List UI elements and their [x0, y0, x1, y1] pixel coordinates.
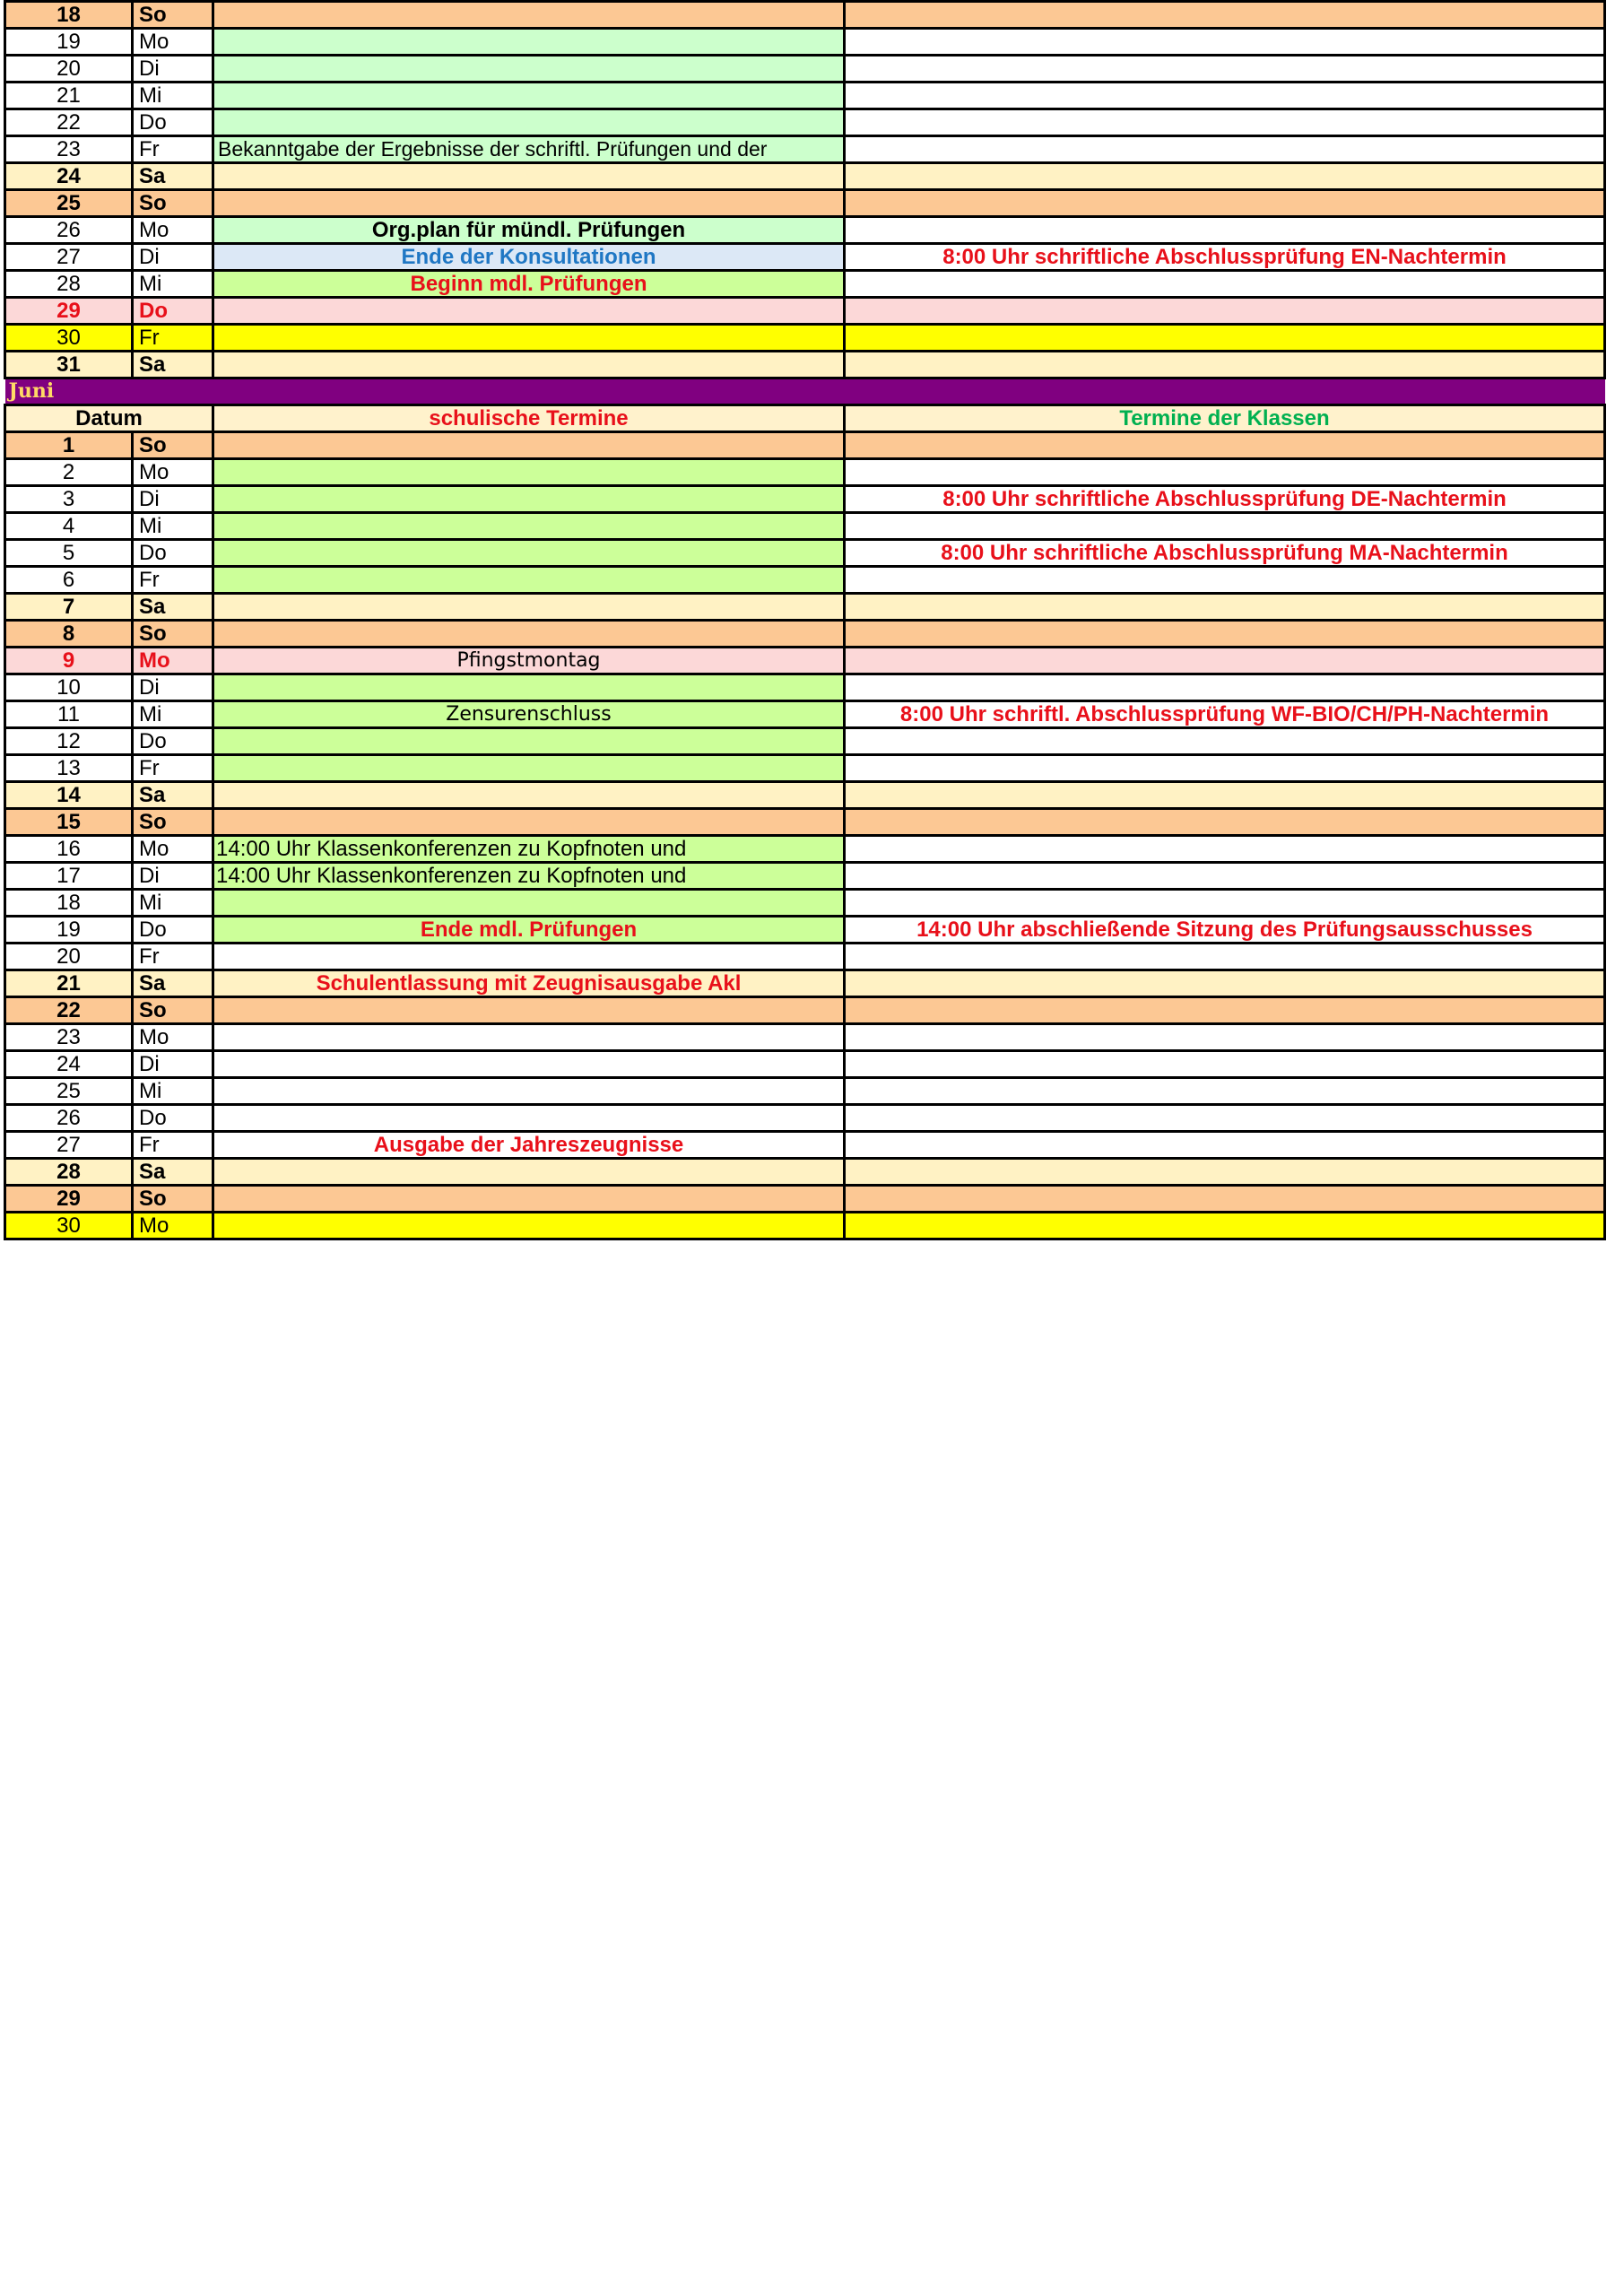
weekday-cell: So: [133, 997, 213, 1024]
class-event-cell: [845, 863, 1605, 890]
weekday-cell: Mi: [133, 890, 213, 917]
class-event-cell: [845, 997, 1605, 1024]
school-event-cell: [213, 109, 845, 136]
weekday-cell: So: [133, 2, 213, 29]
day-cell: 29: [5, 298, 133, 325]
day-cell: 20: [5, 56, 133, 83]
day-cell: 15: [5, 809, 133, 836]
school-event-cell: Org.plan für mündl. Prüfungen: [213, 217, 845, 244]
class-event-cell: 8:00 Uhr schriftliche Abschlussprüfung EN-Nachtermin: [845, 244, 1605, 271]
weekday-cell: Di: [133, 56, 213, 83]
weekday-cell: Sa: [133, 594, 213, 621]
class-event-cell: [845, 83, 1605, 109]
day-cell: 24: [5, 1051, 133, 1078]
day-cell: 2: [5, 459, 133, 486]
table-row: [5, 917, 1605, 944]
table-row: [5, 863, 1605, 890]
class-event-cell: [845, 271, 1605, 298]
day-cell: 4: [5, 513, 133, 540]
class-event-cell: [845, 513, 1605, 540]
table-row: [5, 109, 1605, 136]
table-row: [5, 728, 1605, 755]
table-row: [5, 244, 1605, 271]
class-event-cell: [845, 325, 1605, 352]
day-cell: 12: [5, 728, 133, 755]
school-event-cell: [213, 755, 845, 782]
weekday-cell: Sa: [133, 782, 213, 809]
class-event-cell: [845, 1186, 1605, 1213]
day-cell: 13: [5, 755, 133, 782]
day-cell: 27: [5, 244, 133, 271]
weekday-cell: Do: [133, 109, 213, 136]
class-event-cell: [845, 109, 1605, 136]
table-row: [5, 621, 1605, 648]
day-cell: 28: [5, 1159, 133, 1186]
class-event-cell: [845, 567, 1605, 594]
day-cell: 30: [5, 1213, 133, 1239]
day-cell: 23: [5, 136, 133, 163]
weekday-cell: Fr: [133, 944, 213, 970]
school-event-cell: Bekanntgabe der Ergebnisse der schriftl. Prüfungen und der: [213, 136, 845, 163]
weekday-cell: Mi: [133, 271, 213, 298]
header-school-events: schulische Termine: [213, 405, 845, 432]
class-event-cell: [845, 432, 1605, 459]
class-event-cell: [845, 2, 1605, 29]
table-row: [5, 217, 1605, 244]
table-row: [5, 809, 1605, 836]
table-row: [5, 944, 1605, 970]
table-row: [5, 459, 1605, 486]
class-event-cell: [845, 217, 1605, 244]
class-event-cell: [845, 648, 1605, 674]
day-cell: 7: [5, 594, 133, 621]
school-event-cell: 14:00 Uhr Klassenkonferenzen zu Kopfnoten und: [213, 836, 845, 863]
class-event-cell: [845, 56, 1605, 83]
table-row: [5, 890, 1605, 917]
weekday-cell: Do: [133, 917, 213, 944]
school-event-cell: [213, 325, 845, 352]
weekday-cell: Di: [133, 863, 213, 890]
table-row: [5, 486, 1605, 513]
table-row: [5, 648, 1605, 674]
class-event-cell: [845, 163, 1605, 190]
day-cell: 17: [5, 863, 133, 890]
day-cell: 6: [5, 567, 133, 594]
day-cell: 25: [5, 190, 133, 217]
school-event-cell: Zensurenschluss: [213, 701, 845, 728]
day-cell: 28: [5, 271, 133, 298]
school-event-cell: Ausgabe der Jahreszeugnisse: [213, 1132, 845, 1159]
day-cell: 10: [5, 674, 133, 701]
month-banner: [5, 378, 1605, 405]
weekday-cell: Do: [133, 540, 213, 567]
school-event-cell: 14:00 Uhr Klassenkonferenzen zu Kopfnoten und: [213, 863, 845, 890]
table-row: [5, 1078, 1605, 1105]
school-event-cell: [213, 1213, 845, 1239]
day-cell: 24: [5, 163, 133, 190]
table-row: [5, 271, 1605, 298]
table-row: [5, 163, 1605, 190]
calendar-table: [4, 0, 1606, 1240]
weekday-cell: Mi: [133, 83, 213, 109]
column-header-row: [5, 405, 1605, 432]
weekday-cell: Mo: [133, 836, 213, 863]
day-cell: 23: [5, 1024, 133, 1051]
school-event-cell: [213, 1186, 845, 1213]
table-row: [5, 755, 1605, 782]
school-event-cell: [213, 1078, 845, 1105]
weekday-cell: Mi: [133, 513, 213, 540]
weekday-cell: Mo: [133, 648, 213, 674]
class-event-cell: [845, 809, 1605, 836]
day-cell: 3: [5, 486, 133, 513]
class-event-cell: [845, 1213, 1605, 1239]
day-cell: 21: [5, 83, 133, 109]
weekday-cell: Do: [133, 728, 213, 755]
class-event-cell: [845, 890, 1605, 917]
day-cell: 30: [5, 325, 133, 352]
weekday-cell: Fr: [133, 136, 213, 163]
table-row: [5, 83, 1605, 109]
school-event-cell: [213, 782, 845, 809]
class-event-cell: [845, 1159, 1605, 1186]
weekday-cell: So: [133, 809, 213, 836]
weekday-cell: Mo: [133, 29, 213, 56]
weekday-cell: Fr: [133, 567, 213, 594]
day-cell: 31: [5, 352, 133, 378]
weekday-cell: Sa: [133, 352, 213, 378]
weekday-cell: Di: [133, 674, 213, 701]
table-row: [5, 1186, 1605, 1213]
school-event-cell: [213, 2, 845, 29]
school-event-cell: Schulentlassung mit Zeugnisausgabe Akl: [213, 970, 845, 997]
school-event-cell: Ende der Konsultationen: [213, 244, 845, 271]
header-class-events: Termine der Klassen: [845, 405, 1605, 432]
school-event-cell: [213, 352, 845, 378]
weekday-cell: Di: [133, 486, 213, 513]
class-event-cell: [845, 1105, 1605, 1132]
class-event-cell: [845, 755, 1605, 782]
day-cell: 22: [5, 109, 133, 136]
table-row: [5, 1159, 1605, 1186]
day-cell: 8: [5, 621, 133, 648]
table-row: [5, 1051, 1605, 1078]
day-cell: 14: [5, 782, 133, 809]
weekday-cell: Fr: [133, 1132, 213, 1159]
day-cell: 22: [5, 997, 133, 1024]
table-row: [5, 1132, 1605, 1159]
month-label: Juni: [5, 378, 1605, 405]
school-event-cell: Pfingstmontag: [213, 648, 845, 674]
school-event-cell: [213, 486, 845, 513]
weekday-cell: Fr: [133, 755, 213, 782]
school-event-cell: [213, 1051, 845, 1078]
school-event-cell: [213, 567, 845, 594]
school-event-cell: [213, 83, 845, 109]
table-row: [5, 513, 1605, 540]
day-cell: 25: [5, 1078, 133, 1105]
school-event-cell: [213, 997, 845, 1024]
school-event-cell: Beginn mdl. Prüfungen: [213, 271, 845, 298]
school-event-cell: [213, 540, 845, 567]
weekday-cell: Do: [133, 298, 213, 325]
weekday-cell: Do: [133, 1105, 213, 1132]
school-event-cell: [213, 29, 845, 56]
school-event-cell: [213, 809, 845, 836]
class-event-cell: [845, 459, 1605, 486]
day-cell: 1: [5, 432, 133, 459]
weekday-cell: Mo: [133, 1024, 213, 1051]
day-cell: 11: [5, 701, 133, 728]
class-event-cell: [845, 1132, 1605, 1159]
day-cell: 27: [5, 1132, 133, 1159]
school-event-cell: [213, 459, 845, 486]
table-row: [5, 136, 1605, 163]
table-row: [5, 997, 1605, 1024]
day-cell: 21: [5, 970, 133, 997]
weekday-cell: Sa: [133, 970, 213, 997]
weekday-cell: Di: [133, 244, 213, 271]
class-event-cell: 8:00 Uhr schriftl. Abschlussprüfung WF-BIO/CH/PH-Nachtermin: [845, 701, 1605, 728]
weekday-cell: Mo: [133, 217, 213, 244]
table-row: [5, 540, 1605, 567]
class-event-cell: 14:00 Uhr abschließende Sitzung des Prüfungsausschusses: [845, 917, 1605, 944]
table-row: [5, 701, 1605, 728]
school-event-cell: [213, 513, 845, 540]
class-event-cell: [845, 1051, 1605, 1078]
class-event-cell: [845, 298, 1605, 325]
school-event-cell: [213, 674, 845, 701]
weekday-cell: Sa: [133, 163, 213, 190]
day-cell: 26: [5, 217, 133, 244]
weekday-cell: Sa: [133, 1159, 213, 1186]
school-event-cell: [213, 432, 845, 459]
table-row: [5, 2, 1605, 29]
school-event-cell: Ende mdl. Prüfungen: [213, 917, 845, 944]
school-event-cell: [213, 298, 845, 325]
school-event-cell: [213, 594, 845, 621]
weekday-cell: So: [133, 1186, 213, 1213]
table-row: [5, 674, 1605, 701]
table-row: [5, 594, 1605, 621]
weekday-cell: Mo: [133, 1213, 213, 1239]
class-event-cell: [845, 1024, 1605, 1051]
class-event-cell: [845, 1078, 1605, 1105]
weekday-cell: Fr: [133, 325, 213, 352]
school-event-cell: [213, 1159, 845, 1186]
day-cell: 19: [5, 29, 133, 56]
table-row: [5, 1105, 1605, 1132]
table-row: [5, 190, 1605, 217]
table-row: [5, 29, 1605, 56]
school-event-cell: [213, 890, 845, 917]
class-event-cell: [845, 782, 1605, 809]
table-row: [5, 1213, 1605, 1239]
school-event-cell: [213, 1024, 845, 1051]
day-cell: 5: [5, 540, 133, 567]
table-row: [5, 567, 1605, 594]
class-event-cell: [845, 29, 1605, 56]
weekday-cell: Di: [133, 1051, 213, 1078]
class-event-cell: [845, 621, 1605, 648]
table-row: [5, 1024, 1605, 1051]
class-event-cell: [845, 190, 1605, 217]
class-event-cell: 8:00 Uhr schriftliche Abschlussprüfung MA-Nachtermin: [845, 540, 1605, 567]
day-cell: 19: [5, 917, 133, 944]
school-event-cell: [213, 1105, 845, 1132]
table-row: [5, 325, 1605, 352]
table-row: [5, 56, 1605, 83]
class-event-cell: [845, 728, 1605, 755]
table-row: [5, 352, 1605, 378]
weekday-cell: So: [133, 621, 213, 648]
school-event-cell: [213, 621, 845, 648]
day-cell: 18: [5, 890, 133, 917]
class-event-cell: 8:00 Uhr schriftliche Abschlussprüfung DE-Nachtermin: [845, 486, 1605, 513]
day-cell: 9: [5, 648, 133, 674]
day-cell: 29: [5, 1186, 133, 1213]
school-event-cell: [213, 728, 845, 755]
class-event-cell: [845, 970, 1605, 997]
weekday-cell: Mi: [133, 1078, 213, 1105]
table-row: [5, 836, 1605, 863]
class-event-cell: [845, 944, 1605, 970]
school-event-cell: [213, 56, 845, 83]
weekday-cell: Mo: [133, 459, 213, 486]
class-event-cell: [845, 594, 1605, 621]
class-event-cell: [845, 836, 1605, 863]
table-row: [5, 298, 1605, 325]
day-cell: 20: [5, 944, 133, 970]
class-event-cell: [845, 136, 1605, 163]
school-event-cell: [213, 190, 845, 217]
class-event-cell: [845, 352, 1605, 378]
day-cell: 26: [5, 1105, 133, 1132]
class-event-cell: [845, 674, 1605, 701]
weekday-cell: So: [133, 432, 213, 459]
day-cell: 16: [5, 836, 133, 863]
weekday-cell: So: [133, 190, 213, 217]
table-row: [5, 970, 1605, 997]
table-row: [5, 782, 1605, 809]
school-event-cell: [213, 944, 845, 970]
school-event-cell: [213, 163, 845, 190]
day-cell: 18: [5, 2, 133, 29]
weekday-cell: Mi: [133, 701, 213, 728]
table-row: [5, 432, 1605, 459]
header-datum: Datum: [5, 405, 213, 432]
